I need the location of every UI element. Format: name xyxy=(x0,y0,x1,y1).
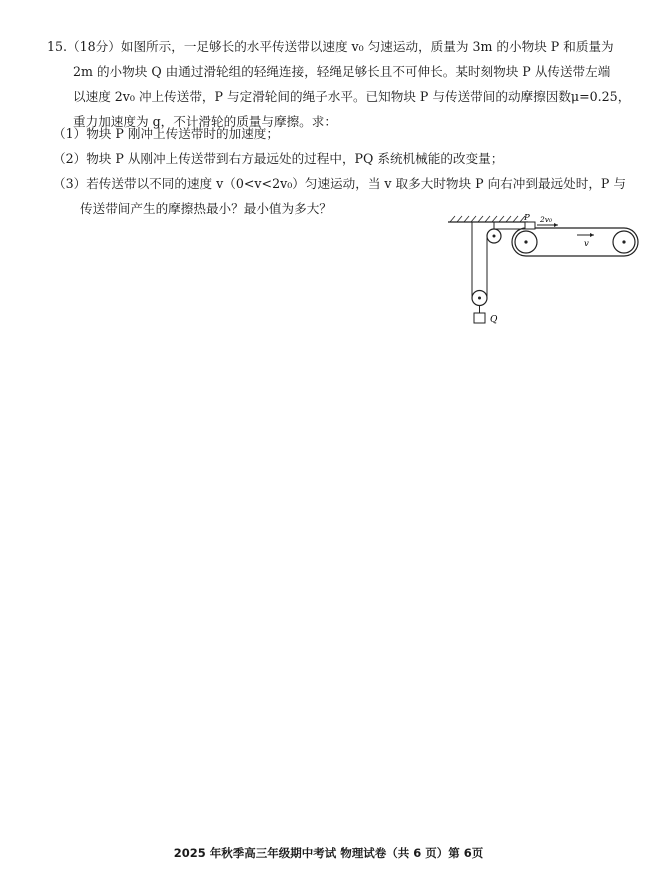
subquestion-2 xyxy=(53,146,643,171)
arrow-2v0-head xyxy=(554,223,558,227)
question-number: 15. xyxy=(47,39,68,54)
question-line-2: 2m 的小物块 Q 由通过滑轮组的轻绳连接，轻绳足够长且不可伸长。某时刻物块 P 从传送带左端 xyxy=(73,64,611,79)
subquestion-text: 物块 P 从刚冲上传送带到右方最远处的过程中，PQ 系统机械能的改变量； xyxy=(86,151,504,166)
subquestion-1 xyxy=(53,121,643,146)
label-Q: Q xyxy=(490,315,498,325)
subquestion-text: 物块 P 刚冲上传送带时的加速度； xyxy=(86,126,279,141)
question-score: （18分） xyxy=(67,39,121,54)
question-line-1: 如图所示，一足够长的水平传送带以速度 v₀ 匀速运动，质量为 3m 的小物块 P 和质量为 xyxy=(120,39,614,54)
conveyor-belt xyxy=(512,228,638,256)
question-15 xyxy=(47,34,637,134)
physics-diagram xyxy=(444,210,644,330)
label-P: P xyxy=(524,213,530,223)
label-v: v xyxy=(584,239,589,249)
page-footer: 2025 年秋季高三年级期中考试 物理试卷（共 6 页）第 6页 xyxy=(173,846,484,860)
block-Q xyxy=(474,313,485,323)
subquestion-text: 若传送带以不同的速度 v（0<v<2v₀）匀速运动，当 v 取多大时物块 P 向右冲到最远处时，P 与 xyxy=(86,176,626,191)
ceiling xyxy=(448,216,528,222)
arrow-v-head xyxy=(590,233,594,237)
subquestion-label: （2） xyxy=(53,151,87,166)
block-P xyxy=(525,222,535,229)
subquestion-text-cont: 传送带间产生的摩擦热最小？最小值为多大？ xyxy=(80,201,332,216)
fixed-pulley xyxy=(487,222,501,243)
movable-pulley xyxy=(472,291,487,314)
subquestion-label: （3） xyxy=(53,176,87,191)
subquestion-label: （1） xyxy=(53,126,87,141)
label-2v0: 2v₀ xyxy=(540,215,553,224)
question-line-4: 重力加速度为 g，不计滑轮的质量与摩擦。求： xyxy=(73,114,337,129)
question-line-3: 以速度 2v₀ 冲上传送带，P 与定滑轮间的绳子水平。已知物块 P 与传送带间的动摩擦因数μ=0.25， xyxy=(73,89,631,104)
